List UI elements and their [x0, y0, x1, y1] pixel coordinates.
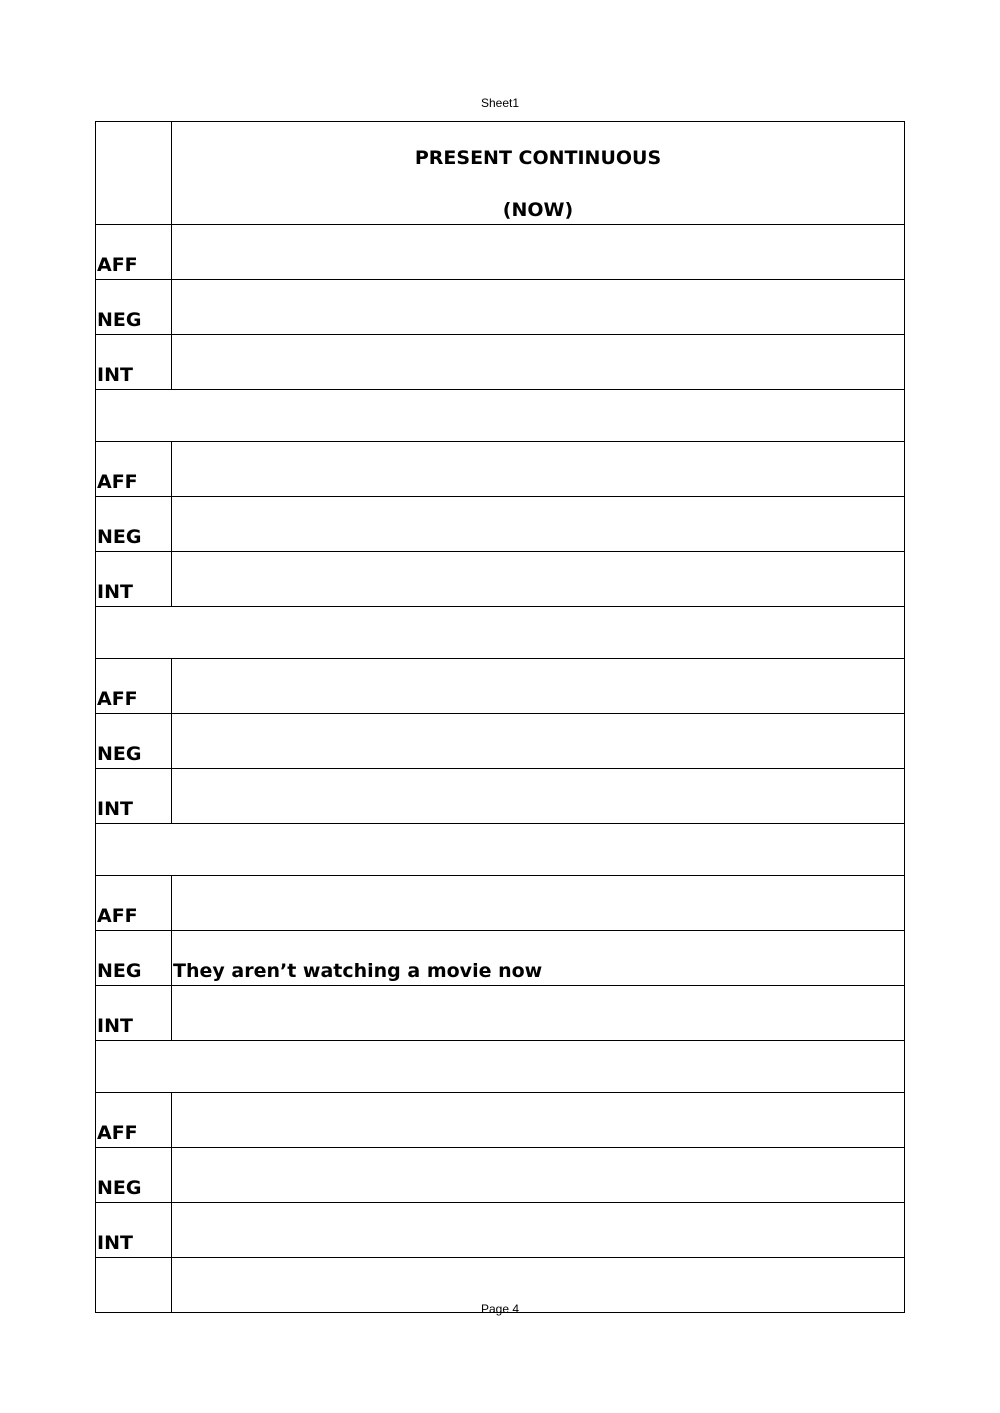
table-row — [96, 931, 905, 986]
table-row — [96, 497, 905, 552]
table-row — [96, 335, 905, 390]
table-row — [96, 986, 905, 1041]
spacer-cell — [96, 1041, 905, 1093]
title-subtitle: (NOW) — [502, 199, 574, 221]
group-spacer-row — [96, 607, 905, 659]
answer-cell[interactable] — [172, 552, 905, 607]
answer-cell[interactable]: They aren’t watching a movie now — [172, 931, 905, 986]
answer-cell[interactable] — [172, 1148, 905, 1203]
row-label: AFF — [96, 225, 172, 280]
table-row — [96, 1148, 905, 1203]
answer-cell[interactable] — [172, 769, 905, 824]
row-label: NEG — [96, 931, 172, 986]
sheet-name-header: Sheet1 — [480, 96, 520, 110]
row-label: AFF — [96, 659, 172, 714]
row-label: AFF — [96, 442, 172, 497]
table-row — [96, 1203, 905, 1258]
answer-cell[interactable] — [172, 714, 905, 769]
answer-cell[interactable] — [172, 225, 905, 280]
answer-cell[interactable] — [172, 659, 905, 714]
row-label: AFF — [96, 1093, 172, 1148]
row-label: NEG — [96, 497, 172, 552]
table-row — [96, 1093, 905, 1148]
table-row — [96, 225, 905, 280]
answer-cell[interactable] — [172, 1093, 905, 1148]
table-row — [96, 552, 905, 607]
spacer-cell — [96, 607, 905, 659]
spacer-cell — [96, 824, 905, 876]
worksheet-table — [95, 121, 905, 1313]
title-row — [96, 122, 905, 225]
table-row — [96, 876, 905, 931]
row-label: NEG — [96, 1148, 172, 1203]
table-row — [96, 280, 905, 335]
table-row — [96, 442, 905, 497]
spacer-cell — [96, 390, 905, 442]
row-label: INT — [96, 1203, 172, 1258]
answer-cell[interactable] — [172, 876, 905, 931]
row-label: INT — [96, 335, 172, 390]
answer-cell[interactable] — [172, 280, 905, 335]
table-row — [96, 659, 905, 714]
title-cell — [172, 122, 905, 225]
row-label: INT — [96, 552, 172, 607]
group-spacer-row — [96, 824, 905, 876]
row-label: NEG — [96, 280, 172, 335]
group-spacer-row — [96, 1041, 905, 1093]
answer-cell[interactable] — [172, 335, 905, 390]
answer-cell[interactable] — [172, 986, 905, 1041]
row-label: INT — [96, 986, 172, 1041]
page-number-footer: Page 4 — [480, 1302, 520, 1316]
title-label-cell — [96, 122, 172, 225]
answer-cell[interactable] — [172, 442, 905, 497]
answer-cell[interactable] — [172, 1203, 905, 1258]
row-label: AFF — [96, 876, 172, 931]
group-spacer-row — [96, 390, 905, 442]
row-label: NEG — [96, 714, 172, 769]
table-row — [96, 714, 905, 769]
row-label: INT — [96, 769, 172, 824]
table-row — [96, 769, 905, 824]
answer-cell[interactable] — [172, 497, 905, 552]
title-tense: PRESENT CONTINUOUS — [414, 147, 662, 169]
